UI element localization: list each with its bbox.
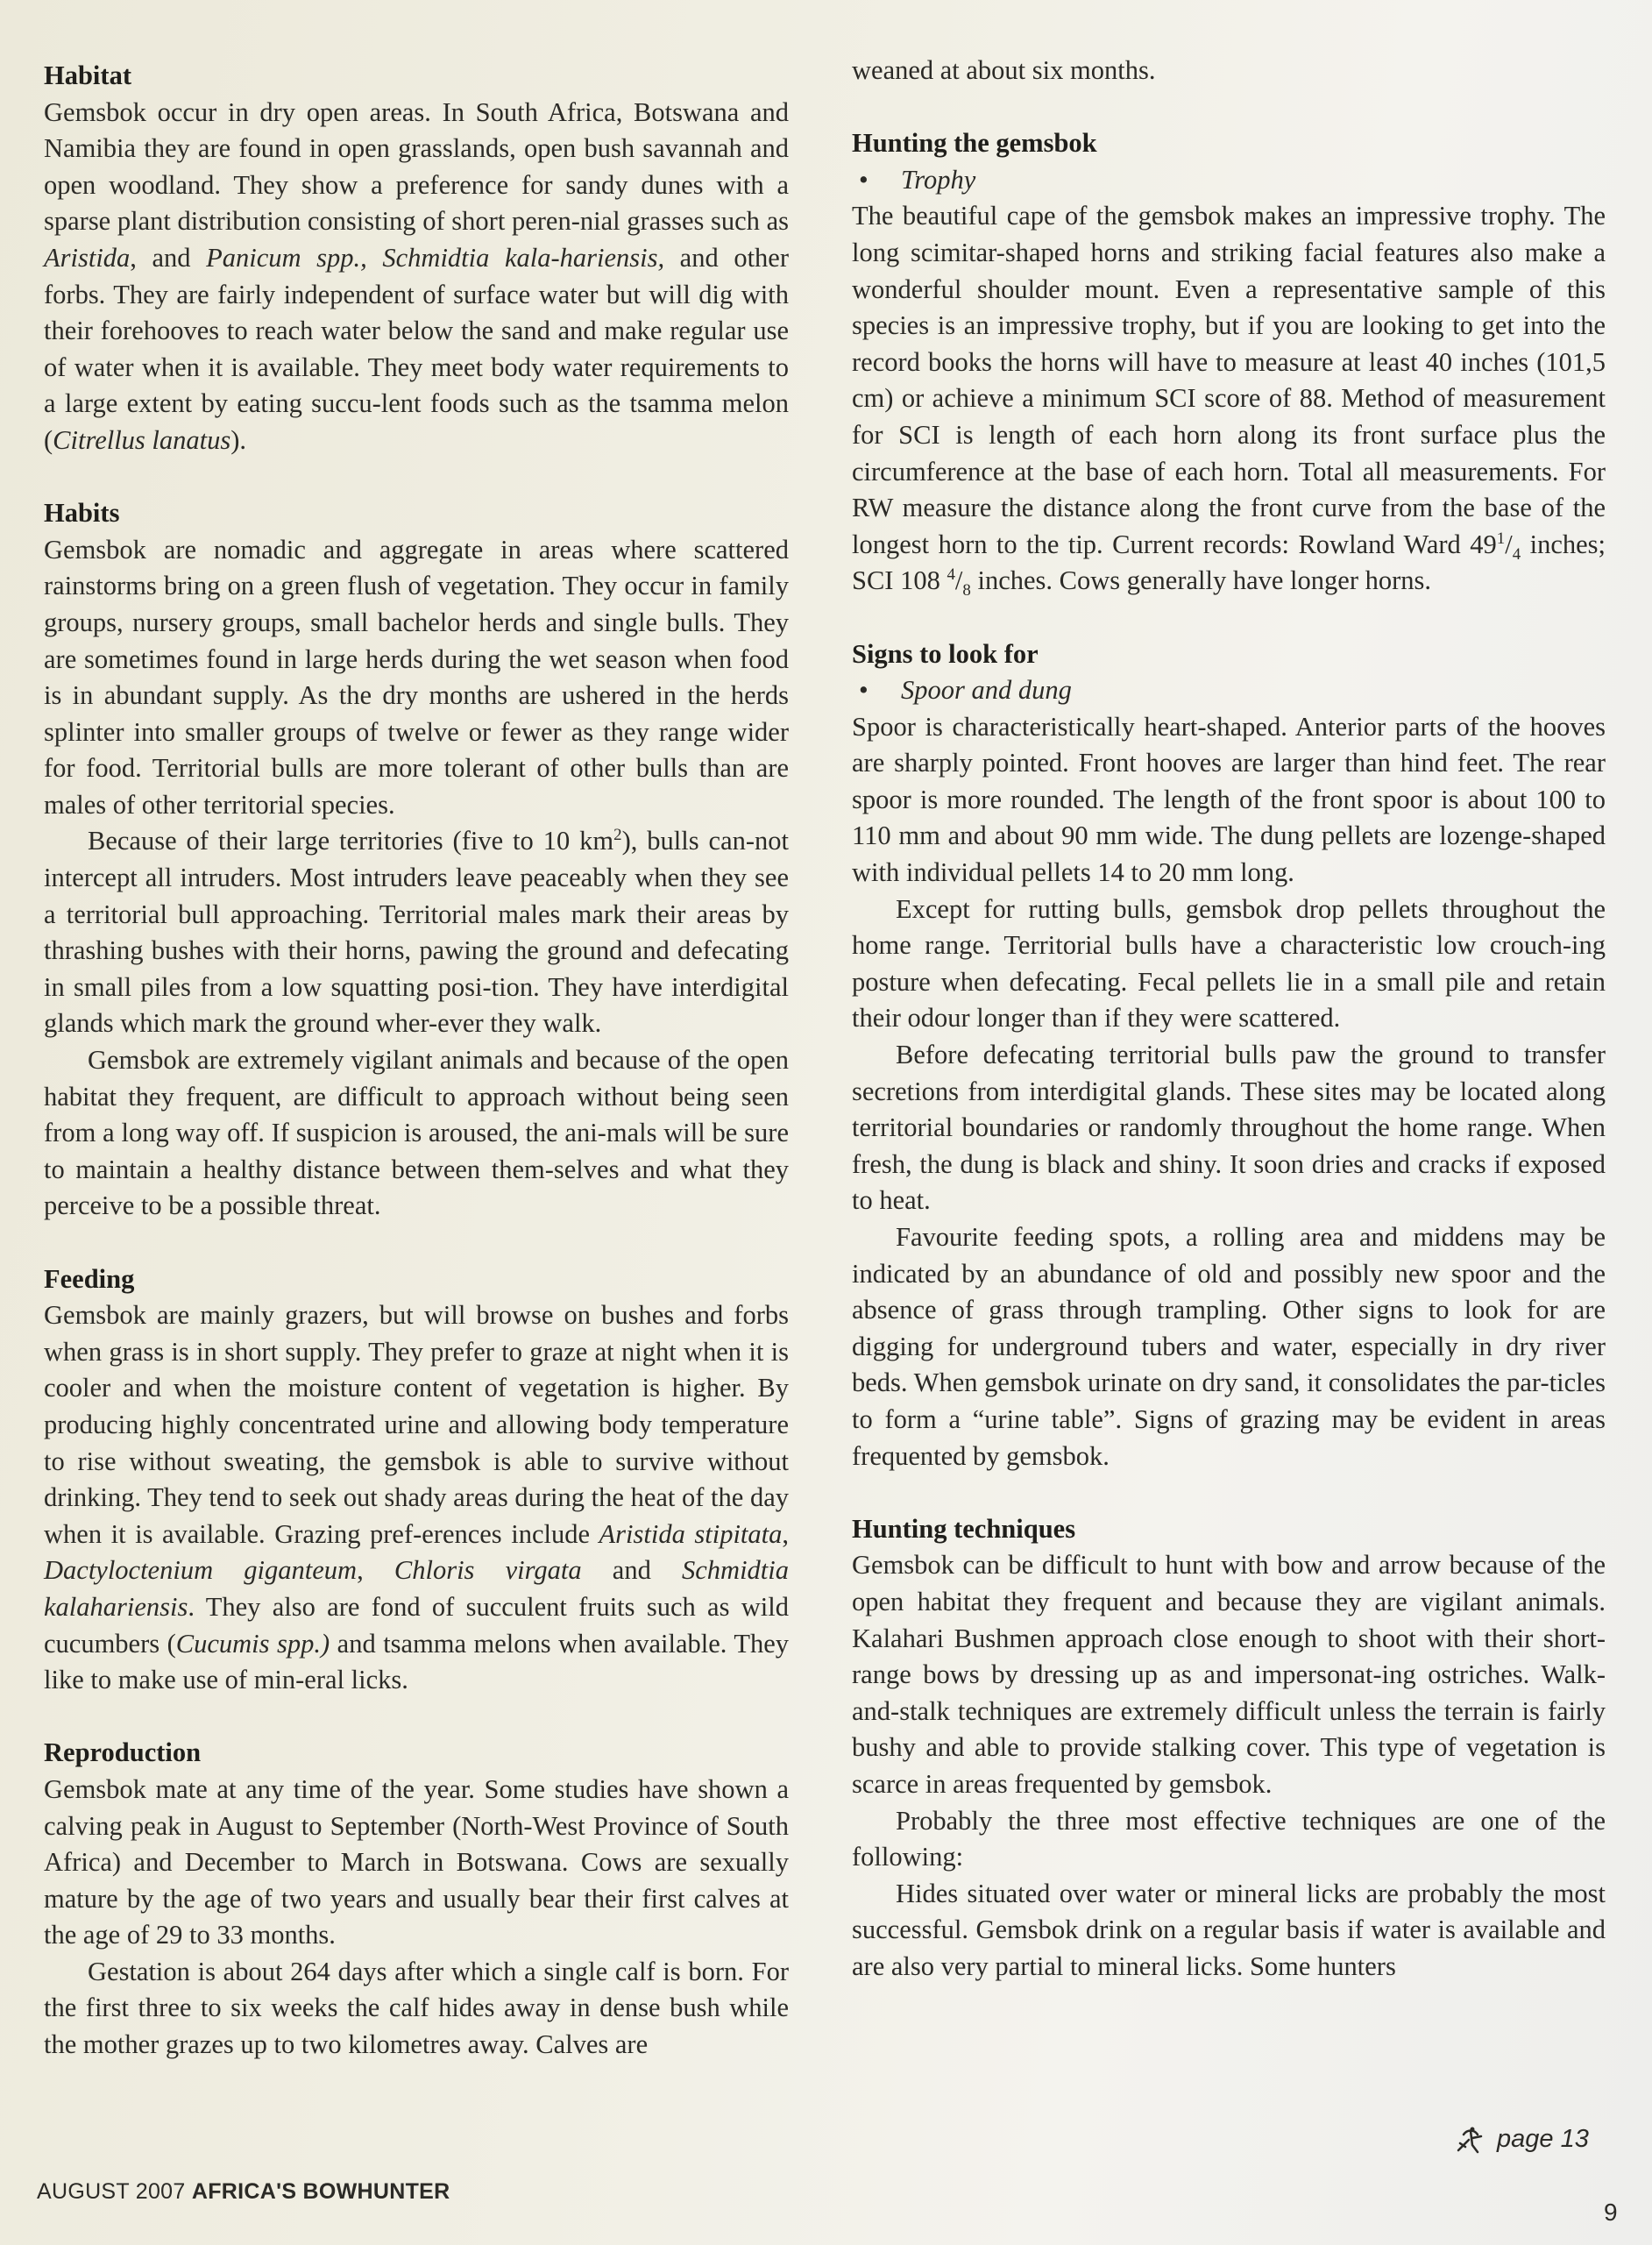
- habitat-paragraph: Gemsbok occur in dry open areas. In South Africa, Botswana and Namibia they are found in open grasslands, open bush savannah and open woodland. They show a preference for sandy dunes with a sparse plant distribution consisting of short peren-nial grasses such as Aristida, and Panicum spp., Schmidtia kala-hariensis, and other forbs. They are fairly independent of surface water but will dig with their forehooves to reach water below the sand and make regular use of water when it is available. They meet body water requirements to a large extent by eating succu-lent foods such as the tsamma melon (Citrellus lanatus).: [44, 96, 789, 455]
- hunting-paragraph: The beautiful cape of the gemsbok makes an impressive trophy. The long scimitar-shaped horns and striking facial features also make a wonderful shoulder mount. Even a representative sample of this species is an impressive trophy, but if you are looking to get into the record books the horns will have to measure at least 40 inches (101,5 cm) or achieve a minimum SCI score of 88. Method of measurement for SCI is length of each horn along its front surface plus the circumference at the base of each horn. Total all measurements. For RW measure the distance along the front curve from the base of the longest horn to the tip. Current records: Rowland Ward $49^1/_4$ inches; SCI 108 $^4/_8$ inches. Cows generally have longer horns.: [852, 201, 1606, 600]
- section-heading-techniques: Hunting techniques: [852, 1513, 1076, 1544]
- bullet-icon: •: [859, 675, 869, 706]
- section-heading-hunting: Hunting the gemsbok: [852, 128, 1097, 159]
- habits-paragraph-1: Gemsbok are nomadic and aggregate in areas where scattered rainstorms bring on a green flush of vegetation. They occur in family groups, nursery groups, small bachelor herds and single bulls. They are sometimes found in large herds during the wet season when food is in abundant supply. As the dry months are ushered in the herds splinter into smaller groups of twelve or fewer as they range wider for food. Territorial bulls are more tolerant of other bulls than are males of other territorial species.: [44, 534, 789, 820]
- section-heading-habitat: Habitat: [44, 60, 131, 90]
- right-column: [852, 53, 1606, 1985]
- page-ref-text: page 13: [1497, 2125, 1589, 2153]
- reproduction-paragraph-1: Gemsbok mate at any time of the year. Some studies have shown a calving peak in August to September (North-West Province of South Africa) and December to March in Botswana. Cows are sexually mature by the age of two years and usually bear their first calves at the age of 29 to 33 months.: [44, 1773, 789, 1950]
- habits-paragraph-3: Gemsbok are extremely vigilant animals and because of the open habitat they frequent, are difficult to approach without being seen from a long way off. If suspicion is aroused, the ani-mals will be sure to maintain a healthy distance between them-selves and what they perceive to be a possible threat.: [44, 1045, 789, 1221]
- bullet-trophy: • Trophy: [852, 162, 1606, 199]
- section-heading-signs: Signs to look for: [852, 638, 1039, 669]
- signs-paragraph-4: Favourite feeding spots, a rolling area and middens may be indicated by an abundance of old and possibly new spoor and the absence of grass through trampling. Other signs to look for are digging for underground tubers and water, especially in dry river beds. When gemsbok urinate on dry sand, it consolidates the par-ticles to form a “urine table”. Signs of grazing may be evident in areas frequented by gemsbok.: [852, 1222, 1606, 1471]
- signs-paragraph-3: Before defecating territorial bulls paw the ground to transfer secretions from interdigital glands. These sites may be located along territorial boundaries or randomly throughout the home range. When fresh, the dung is black and shiny. It soon dries and cracks if exposed to heat.: [852, 1040, 1606, 1216]
- section-heading-habits: Habits: [44, 498, 120, 529]
- continuation-text: weaned at about six months.: [852, 55, 1156, 85]
- techniques-paragraph-3: Hides situated over water or mineral licks are probably the most successful. Gemsbok drink on a regular basis if water is available and are also very partial to mineral licks. Some hunters: [852, 1878, 1606, 1981]
- issue-date: AUGUST 2007: [37, 2179, 186, 2204]
- section-heading-reproduction: Reproduction: [44, 1737, 202, 1768]
- archer-icon: [1455, 2126, 1490, 2154]
- reproduction-paragraph-2: Gestation is about 264 days after which a single calf is born. For the first three to six weeks the calf hides away in dense bush while the mother grazes up to two kilometres away. Calves are: [44, 1956, 789, 2060]
- techniques-paragraph-2: Probably the three most effective techniques are one of the following:: [852, 1805, 1606, 1872]
- page-footer: [37, 2179, 450, 2205]
- page-number: 9: [1604, 2199, 1618, 2226]
- signs-paragraph-1: Spoor is characteristically heart-shaped. Anterior parts of the hooves are sharply pointed. Front hooves are larger than hind feet. The rear spoor is more rounded. The length of the front spoor is about 100 to 110 mm and about 90 mm wide. The dung pellets are lozenge-shaped with individual pellets 14 to 20 mm long.: [852, 711, 1606, 888]
- section-heading-feeding: Feeding: [44, 1263, 135, 1294]
- bullet-icon: •: [859, 164, 869, 195]
- feeding-paragraph: Gemsbok are mainly grazers, but will browse on bushes and forbs when grass is in short supply. They prefer to graze at night when it is cooler and when the moisture content of vegetation is higher. By producing highly concentrated urine and allowing body temperature to rise without sweating, the gemsbok is able to survive without drinking. They tend to seek out shady areas during the heat of the day when it is available. Grazing pref-erences include Aristida stipitata, Dactyloctenium giganteum, Chloris virgata and Schmidtia kalahariensis. They also are fond of succulent fruits such as wild cucumbers (Cucumis spp.) and tsamma melons when available. They like to make use of min-eral licks.: [44, 1300, 790, 1695]
- signs-paragraph-2: Except for rutting bulls, gemsbok drop pellets throughout the home range. Territorial bulls have a characteristic low crouch-ing posture when defecating. Fecal pellets lie in a small pile and retain their odour longer than if they were scattered.: [852, 893, 1606, 1034]
- habits-paragraph-2: Because of their large territories (five to 10 $km^2$), bulls can-not intercept all intruders. Most intruders leave peaceably when they see a territorial bull approaching. Territorial males mark their areas by thrashing bushes with their horns, pawing the ground and defecating in small piles from a low squatting posi-tion. They have interdigital glands which mark the ground wher-ever they walk.: [44, 826, 789, 1039]
- techniques-paragraph-1: Gemsbok can be difficult to hunt with bow and arrow because of the open habitat they frequent and because they are vigilant animals. Kalahari Bushmen approach close enough to shoot with their short-range bows by dressing up as and impersonat-ing ostriches. Walk-and-stalk techniques are extremely difficult unless the terrain is fairly bushy and able to provide stalking cover. This type of vegetation is scarce in areas frequented by gemsbok.: [852, 1550, 1606, 1799]
- continued-page-link[interactable]: [1455, 2125, 1589, 2154]
- magazine-name: AFRICA'S BOWHUNTER: [191, 2179, 450, 2204]
- left-column: [44, 58, 789, 2064]
- bullet-spoor-and-dung: • Spoor and dung: [852, 672, 1606, 709]
